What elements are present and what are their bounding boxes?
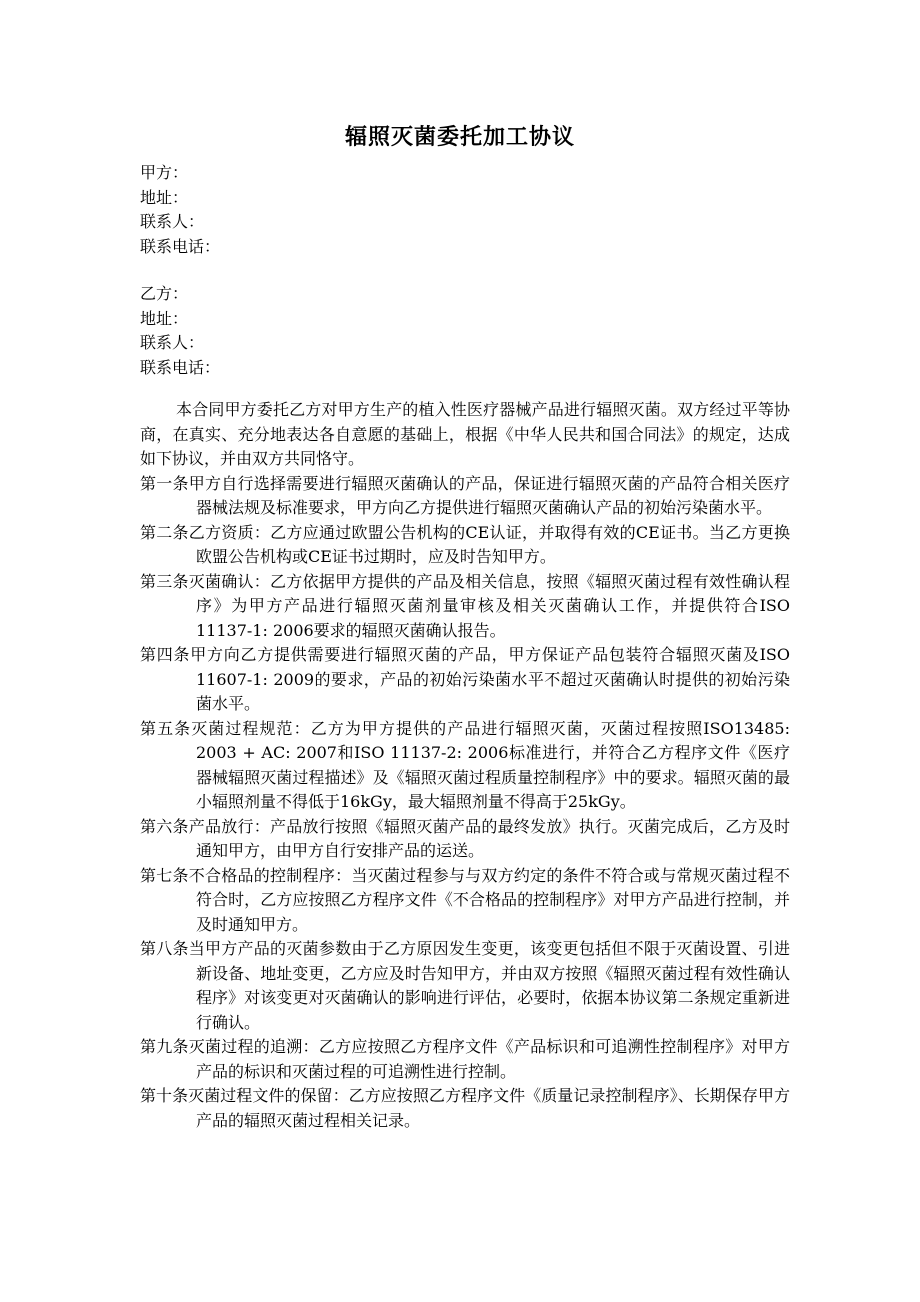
agreement-body [140, 398, 790, 1133]
clause-7: 第七条不合格品的控制程序：当灭菌过程参与与双方约定的条件不符合或与常规灭菌过程不符合时，乙方应按照乙方程序文件《不合格品的控制程序》对甲方产品进行控制，并及时通知甲方。 [140, 865, 790, 934]
party-b-phone-label: 联系电话： [140, 357, 221, 377]
intro-paragraph: 本合同甲方委托乙方对甲方生产的植入性医疗器械产品进行辐照灭菌。双方经过平等协商，在真实、充分地表达各自意愿的基础上，根据《中华人民共和国合同法》的规定，达成如下协议，并由双方共同恪守。 [140, 400, 790, 468]
clause-8: 第八条当甲方产品的灭菌参数由于乙方原因发生变更，该变更包括但不限于灭菌设置、引进新设备、地址变更，乙方应及时告知甲方，并由双方按照《辐照灭菌过程有效性确认程序》对该变更对灭菌确认的影响进行评估，必要时，依据本协议第二条规定重新进行确认。 [140, 939, 790, 1032]
document-title: 辐照灭菌委托加工协议 [344, 124, 575, 150]
clause-4: 第四条甲方向乙方提供需要进行辐照灭菌的产品，甲方保证产品包装符合辐照灭菌及ISO 11607-1: 2009的要求，产品的初始污染菌水平不超过灭菌确认时提供的初始污染菌水平。 [140, 645, 790, 713]
party-b-address-label: 地址： [140, 308, 189, 328]
party-a-name-label: 甲方： [140, 163, 189, 182]
clause-10: 第十条灭菌过程文件的保留：乙方应按照乙方程序文件《质量记录控制程序》、长期保存甲方产品的辐照灭菌过程相关记录。 [140, 1086, 790, 1130]
clause-1: 第一条甲方自行选择需要进行辐照灭菌确认的产品，保证进行辐照灭菌的产品符合相关医疗器械法规及标准要求，甲方向乙方提供进行辐照灭菌确认产品的初始污染菌水平。 [140, 473, 790, 517]
party-a-contact-label: 联系人： [140, 212, 205, 231]
party-b-contact-label: 联系人： [140, 333, 205, 352]
clause-5: 第五条灭菌过程规范：乙方为甲方提供的产品进行辐照灭菌，灭菌过程按照ISO13485: 2003 + AC: 2007和ISO 11137-2: 2006标准进行，并符合乙方程序文件《医疗器械辐照灭菌过程描述》及《辐照灭菌过程质量控制程序》中的要求。辐照灭菌的最小辐照剂量不得低于16kGy，最大辐照剂量不得高于25kGy。 [140, 718, 790, 811]
clause-2: 第二条乙方资质：乙方应通过欧盟公告机构的CE认证，并取得有效的CE证书。当乙方更换欧盟公告机构或CE证书过期时，应及时告知甲方。 [140, 522, 790, 566]
clause-9: 第九条灭菌过程的追溯：乙方应按照乙方程序文件《产品标识和可追溯性控制程序》对甲方产品的标识和灭菌过程的可追溯性进行控制。 [140, 1037, 790, 1081]
clause-3: 第三条灭菌确认：乙方依据甲方提供的产品及相关信息，按照《辐照灭菌过程有效性确认程序》为甲方产品进行辐照灭菌剂量审核及相关灭菌确认工作，并提供符合ISO 11137-1: 2006要求的辐照灭菌确认报告。 [140, 571, 790, 640]
party-a-section [140, 161, 220, 259]
party-b-name-label: 乙方： [140, 284, 189, 303]
party-a-phone-label: 联系电话： [140, 236, 221, 256]
party-a-address-label: 地址： [140, 187, 189, 207]
party-b-section [140, 282, 220, 380]
clause-6: 第六条产品放行：产品放行按照《辐照灭菌产品的最终发放》执行。灭菌完成后，乙方及时通知甲方，由甲方自行安排产品的运送。 [140, 816, 790, 860]
